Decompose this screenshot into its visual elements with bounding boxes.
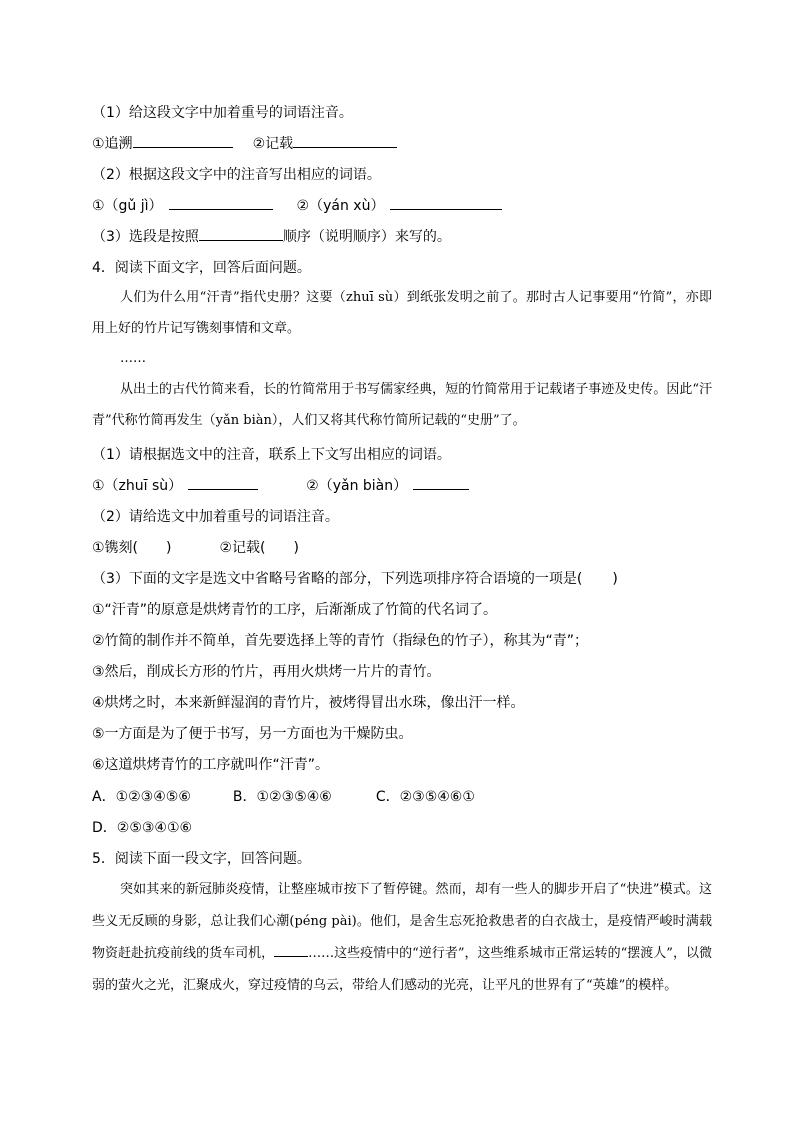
option-c[interactable]: C．②③⑤④⑥① (375, 789, 475, 805)
q5-title: 5．阅读下面一段文字，回答问题。 (92, 851, 311, 867)
answer-blank[interactable] (413, 477, 469, 490)
q3-sub3 (92, 227, 451, 247)
q4-sub3-close: ) (612, 571, 618, 587)
q3-sub1-instruction: （1）给这段文字中加着重号的词语注音。 (92, 105, 353, 121)
q4-sub3-instruction (92, 569, 618, 589)
answer-blank[interactable] (169, 197, 273, 210)
sentence-2: ②竹简的制作并不简单，首先要选择上等的青竹（指绿色的竹子），称其为“青”； (92, 633, 589, 649)
option-b[interactable]: B．①②③⑤④⑥ (232, 789, 332, 805)
q3-sub1-item1: ①追溯 (92, 136, 133, 152)
q4-passage-paragraph-2: 从出土的古代竹简来看，长的竹简常用于书写儒家经典，短的竹简常用于记载诸子事迹及史传。因此“汗青”代称竹简再发生（yǎn biàn），人们又将其代称竹简所记载的“史册”了。 (92, 382, 712, 428)
q4-passage-paragraph-1: 人们为什么用“汗青”指代史册？这要（zhuī sù）到纸张发明之前了。那时古人记事要用“竹简”，亦即用上好的竹片记写镌刻事情和文章。 (92, 290, 712, 336)
q3-sub1-items (92, 134, 397, 154)
q4-sub2-item2: ②记载( (219, 540, 266, 556)
answer-blank[interactable] (390, 197, 502, 210)
q3-sub2-item2: ②（yán xù） (296, 198, 385, 214)
q4-sub1-item1: ①（zhuī sù） (92, 478, 183, 494)
q4-sub1-item2: ②（yǎn biàn） (306, 478, 408, 494)
q4-title: 4．阅读下面文字，回答后面问题。 (92, 260, 311, 276)
q3-sub3-part1: （3）选段是按照 (92, 229, 199, 245)
answer-blank[interactable] (133, 135, 233, 148)
answer-blank[interactable] (199, 228, 283, 241)
q5-passage-part2: ……这些疫情中的“逆行者”，这些维系城市正常运转的“摆渡人”，以微弱的萤火之光，汇聚成火，穿过疫情的乌云，带给人们感动的光亮，让平凡的世界有了“英雄”的模样。 (92, 946, 712, 993)
q3-sub2-item1: ①（gǔ jì） (92, 198, 163, 214)
q4-passage-ellipsis: …… (120, 351, 146, 366)
sentence-3: ③然后，削成长方形的竹片，再用火烘烤一片片的青竹。 (92, 664, 441, 680)
q4-sub1-items (92, 476, 469, 496)
sentence-6: ⑥这道烘烤青竹的工序就叫作“汗青”。 (92, 757, 330, 773)
q4-sub3-text: （3）下面的文字是选文中省略号省略的部分，下列选项排序符合语境的一项是( (92, 571, 583, 587)
q4-sub2-instruction: （2）请给选文中加着重号的词语注音。 (92, 509, 339, 525)
sentence-1: ①“汗青”的原意是烘烤青竹的工序，后渐渐成了竹简的代名词了。 (92, 602, 498, 618)
q5-passage (92, 874, 712, 1002)
q3-sub3-part2: 顺序（说明顺序）来写的。 (282, 229, 451, 245)
q4-sub2-items (92, 538, 299, 558)
answer-blank[interactable] (188, 477, 258, 490)
option-a[interactable]: A．①②③④⑤⑥ (92, 789, 191, 805)
sentence-4: ④烘烤之时，本来新鲜湿润的青竹片，被烤得冒出水珠，像出汗一样。 (92, 695, 525, 711)
answer-blank[interactable] (293, 135, 397, 148)
sentence-5: ⑤一方面是为了便于书写，另一方面也为干燥防虫。 (92, 726, 413, 742)
q3-sub2-items (92, 196, 502, 216)
answer-blank[interactable] (274, 944, 308, 957)
q4-sub2-item1: ①镌刻( (92, 540, 139, 556)
q4-sub1-instruction: （1）请根据选文中的注音，联系上下文写出相应的词语。 (92, 447, 451, 463)
q5-passage-part1: 突如其来的新冠肺炎疫情，让整座城市按下了暂停键。然而，却有一些人的脚步开启了“快进”模式。这些义无反顾的身影，总让我们心潮(péng pài)。他们，是舍生忘死抢救患者的白衣战士，是疫情严峻时满载物资赶赴抗疫前线的货车司机， (92, 882, 712, 961)
q4-sub2-item2-close: ) (293, 540, 299, 556)
option-d[interactable]: D．②⑤③④①⑥ (92, 820, 193, 836)
q3-sub1-item2: ②记载 (252, 136, 294, 152)
q4-options-row (92, 787, 475, 807)
q4-sub2-item1-close: ) (166, 540, 172, 556)
q3-sub2-instruction: （2）根据这段文字中的注音写出相应的词语。 (92, 167, 381, 183)
